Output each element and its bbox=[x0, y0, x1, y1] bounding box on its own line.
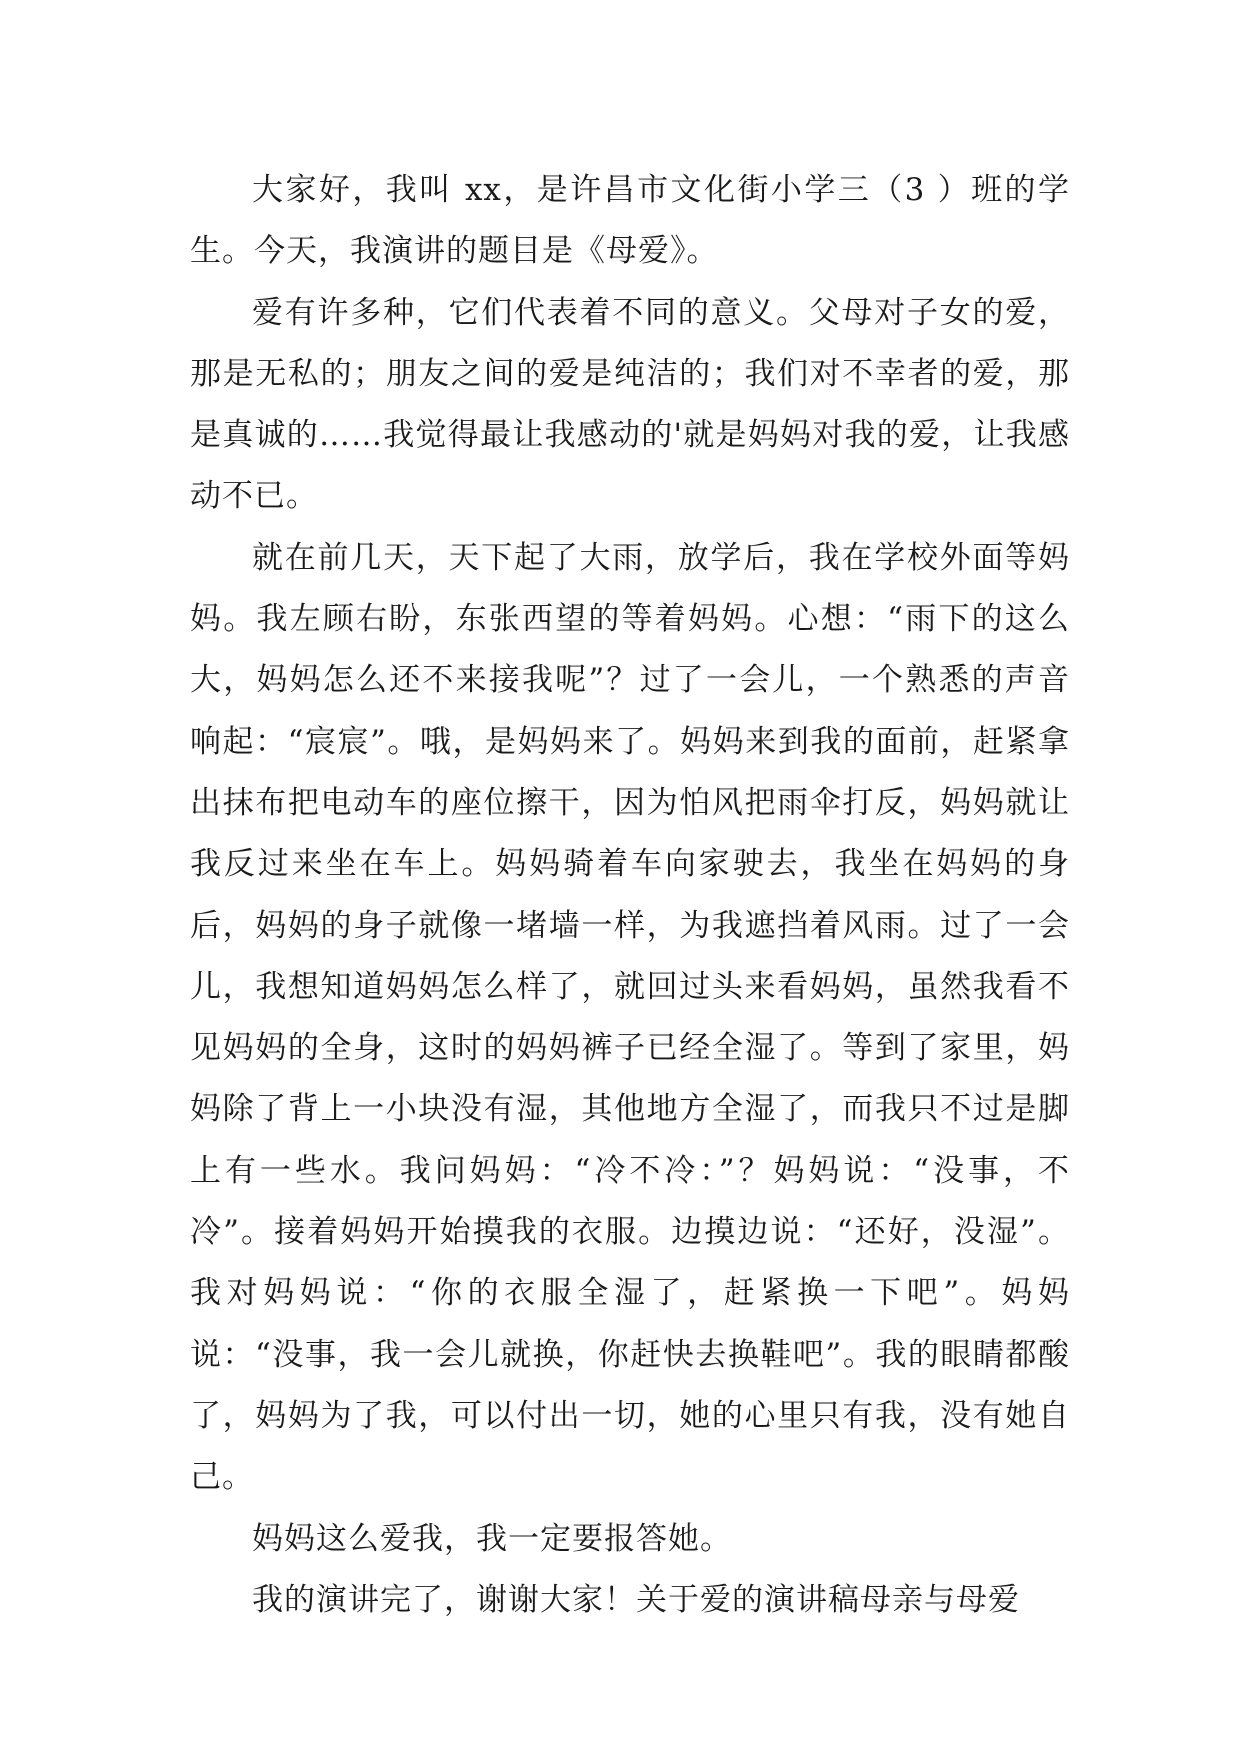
paragraph-closing: 我的演讲完了，谢谢大家！关于爱的演讲稿母亲与母爱 bbox=[252, 1581, 1020, 1618]
paragraph-greeting: 大家好，我叫 xx，是许昌市文化街小学三（3 ）班的学生。今天，我演讲的题目是《母爱》。 bbox=[190, 172, 1070, 270]
paragraph-rainy-day-story: 就在前几天，天下起了大雨，放学后，我在学校外面等妈妈。我左顾右盼，东张西望的等着妈妈。心想：“雨下的这么大，妈妈怎么还不来接我呢”？过了一会儿，一个熟悉的声音响起：“宸宸”。哦，是妈妈来了。妈妈来到我的面前，赶紧拿出抹布把电动车的座位擦干，因为怕风把雨伞打反，妈妈就让我反过来坐在车上。妈妈骑着车向家驶去，我坐在妈妈的身后，妈妈的身子就像一堵墙一样，为我遮挡着风雨。过了一会儿，我想知道妈妈怎么样了，就回过头来看妈妈，虽然我看不见妈妈的全身，这时的妈妈裤子已经全湿了。等到了家里，妈妈除了背上一小块没有湿，其他地方全湿了，而我只不过是脚上有一些水。我问妈妈：“冷不冷：”？妈妈说：“没事，不冷”。接着妈妈开始摸我的衣服。边摸边说：“还好，没湿”。我对妈妈说：“你的衣服全湿了，赶紧换一下吧”。妈妈说：“没事，我一会儿就换，你赶快去换鞋吧”。我的眼睛都酸了，妈妈为了我，可以付出一切，她的心里只有我，没有她自己。 bbox=[190, 539, 1070, 1496]
paragraph-kinds-of-love: 爱有许多种，它们代表着不同的意义。父母对子女的爱，那是无私的；朋友之间的爱是纯洁的；我们对不幸者的爱，那是真诚的……我觉得最让我感动的'就是妈妈对我的爱，让我感动不已。 bbox=[190, 294, 1070, 515]
document-body bbox=[190, 160, 1070, 1631]
paragraph-repay-mother: 妈妈这么爱我，我一定要报答她。 bbox=[252, 1520, 732, 1557]
